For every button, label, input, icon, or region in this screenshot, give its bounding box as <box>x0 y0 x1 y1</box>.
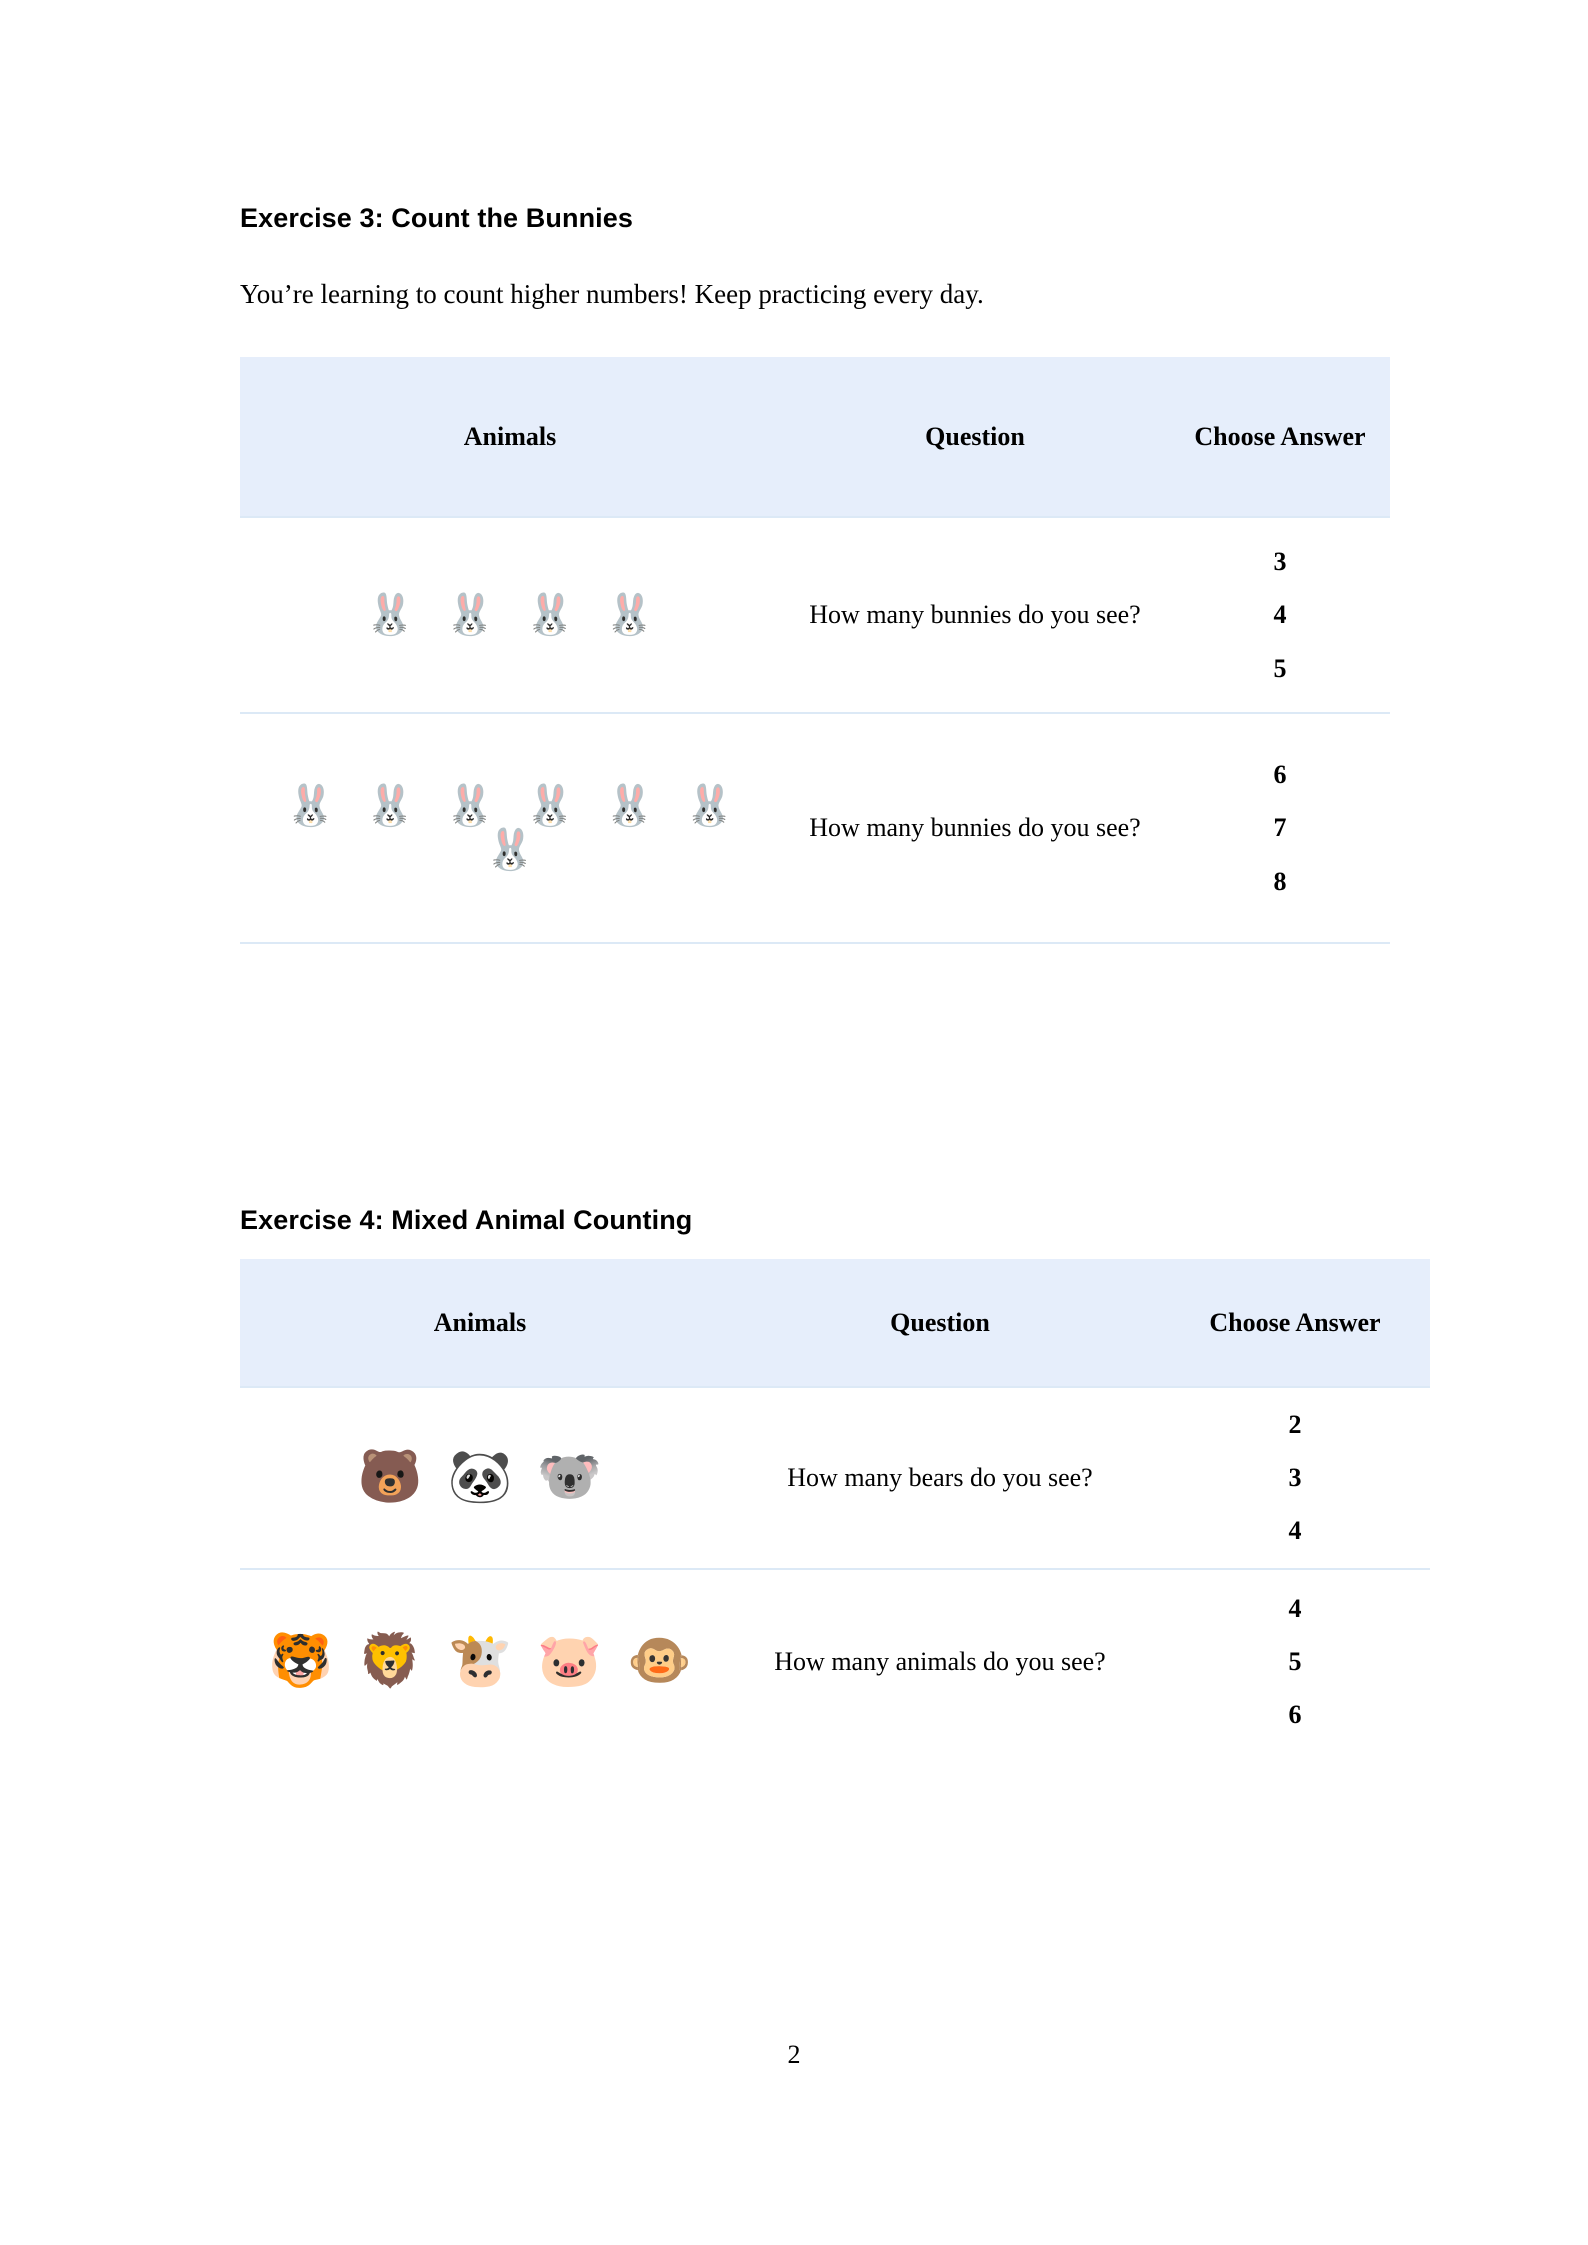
rabbit-face-icon-group: 🐰 🐰 🐰 🐰 <box>365 591 655 637</box>
table-row <box>240 1387 1430 1569</box>
question-cell: How many bunnies do you see? <box>780 713 1170 943</box>
exercise-3-section <box>240 202 1430 943</box>
table-header-row <box>240 357 1390 517</box>
exercise-3-intro-text: You’re learning to count higher numbers! Keep practicing every day. <box>240 278 984 309</box>
exercise-4-heading: Exercise 4: Mixed Animal Counting <box>240 1204 693 1235</box>
table-row <box>240 713 1390 943</box>
column-header-animals: Animals <box>240 357 780 517</box>
answer-option[interactable]: 5 <box>1288 1647 1302 1677</box>
answer-options-cell <box>1170 517 1390 713</box>
answer-option[interactable]: 3 <box>1288 1463 1302 1493</box>
table-header-row <box>240 1259 1430 1387</box>
exercise-4-table-body <box>240 1387 1430 1754</box>
answer-option[interactable]: 5 <box>1273 653 1287 683</box>
table-row <box>240 1569 1430 1754</box>
answer-option[interactable]: 3 <box>1273 546 1287 576</box>
exercise-3-table-head <box>240 357 1390 517</box>
exercise-4-table-head <box>240 1259 1430 1387</box>
exercise-4-table <box>240 1259 1430 1754</box>
rabbit-face-icon-group: 🐰 🐰 🐰 🐰 🐰 🐰 🐰 <box>285 782 735 872</box>
bear-animals-icon-group: 🐻 🐼 🐨 <box>357 1449 603 1507</box>
exercise-3-table <box>240 357 1390 944</box>
exercise-3-heading: Exercise 3: Count the Bunnies <box>240 203 633 234</box>
answer-options-cell <box>1160 1569 1430 1754</box>
column-header-question: Question <box>720 1259 1160 1387</box>
column-header-choose-answer: Choose Answer <box>1160 1259 1430 1387</box>
answer-options-cell <box>1160 1387 1430 1569</box>
answer-option[interactable]: 4 <box>1288 1593 1302 1623</box>
exercise-4-section <box>240 1204 1430 1754</box>
question-cell: How many bears do you see? <box>720 1387 1160 1569</box>
column-header-animals: Animals <box>240 1259 720 1387</box>
answer-option[interactable]: 8 <box>1273 866 1287 896</box>
answer-option[interactable]: 6 <box>1288 1700 1302 1730</box>
column-header-question: Question <box>780 357 1170 517</box>
answer-option[interactable]: 6 <box>1273 759 1287 789</box>
answer-option[interactable]: 4 <box>1288 1516 1302 1546</box>
answer-option[interactable]: 2 <box>1288 1409 1302 1439</box>
question-cell: How many animals do you see? <box>720 1569 1160 1754</box>
animals-cell <box>240 517 780 713</box>
answer-option[interactable]: 4 <box>1273 600 1287 630</box>
page-content <box>240 180 1430 1754</box>
exercise-3-table-body <box>240 517 1390 943</box>
answer-option[interactable]: 7 <box>1273 813 1287 843</box>
page-number: 2 <box>787 2040 801 2069</box>
answer-options-cell <box>1170 713 1390 943</box>
animals-cell <box>240 713 780 943</box>
animals-cell <box>240 1569 720 1754</box>
mixed-animals-icon-group: 🐯 🦁 🐮 🐷 🐵 <box>268 1633 692 1691</box>
table-row <box>240 517 1390 713</box>
animals-cell <box>240 1387 720 1569</box>
column-header-choose-answer: Choose Answer <box>1170 357 1390 517</box>
question-cell: How many bunnies do you see? <box>780 517 1170 713</box>
